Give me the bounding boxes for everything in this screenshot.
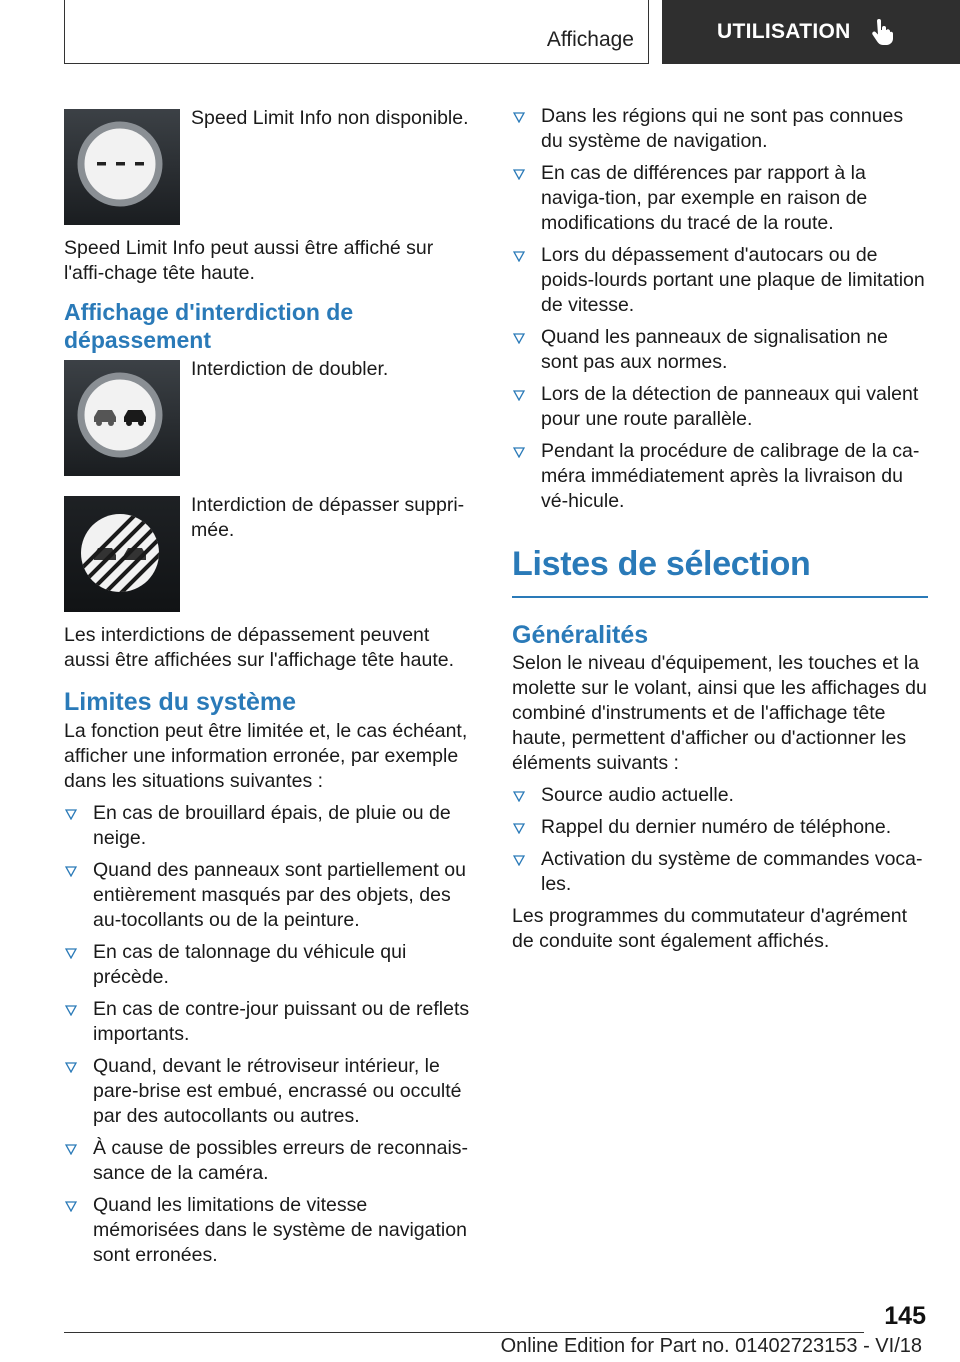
general-intro: Selon le niveau d'équipement, les touches et la molette sur le volant, ainsi que les affichages du combiné d'instruments et de l'affichage tête haute, permettent d'afficher ou d'actionner les éléments suivants : <box>512 651 927 774</box>
general-heading: Généralités <box>512 620 649 649</box>
list-item: Pendant la procédure de calibrage de la ca-méra immédiatement après la livraison du vé-hicule. <box>512 439 928 514</box>
right-column <box>512 100 928 954</box>
limits-list <box>64 801 478 1268</box>
sign-row-speed <box>64 100 478 216</box>
triangle-bullet-icon <box>513 169 525 180</box>
list-item: En cas de brouillard épais, de pluie ou de neige. <box>64 801 478 851</box>
triangle-bullet-icon <box>513 823 525 834</box>
list-item: Lors du dépassement d'autocars ou de poids-lourds portant une plaque de limitation de vitesse. <box>512 243 928 318</box>
general-outro: Les programmes du commutateur d'agrément de conduite sont également affichés. <box>512 904 907 952</box>
triangle-bullet-icon <box>513 112 525 123</box>
sign-end-no-overtake-caption: Interdiction de dépasser suppri-mée. <box>191 494 465 541</box>
limits-intro: La fonction peut être limitée et, le cas échéant, afficher une information erronée, par exemple dans les situations suivantes : <box>64 720 468 792</box>
triangle-bullet-icon <box>65 1062 77 1073</box>
overtake-hud-text: Les interdictions de dépassement peuvent aussi être affichées sur l'affichage tête haute. <box>64 624 454 671</box>
list-item: En cas de contre-jour puissant ou de reflets importants. <box>64 997 478 1047</box>
list-item: En cas de différences par rapport à la naviga-tion, par exemple en raison de modifications du tracé de la route. <box>512 161 928 236</box>
header-section-title: Affichage <box>546 28 634 51</box>
sign-speed-caption: Speed Limit Info non disponible. <box>191 107 469 129</box>
limits-heading: Limites du système <box>64 688 297 716</box>
general-list <box>512 783 928 897</box>
header-chapter-label: UTILISATION <box>717 20 851 43</box>
list-item: En cas de talonnage du véhicule qui précède. <box>64 940 478 990</box>
sign-no-overtake-caption: Interdiction de doubler. <box>191 358 389 380</box>
speed-limit-unavailable-icon <box>64 109 180 225</box>
list-item: Quand les limitations de vitesse mémorisées dans le système de navigation sont erronées. <box>64 1193 478 1268</box>
sign-row-no-overtake <box>64 351 478 467</box>
triangle-bullet-icon <box>65 1144 77 1155</box>
end-of-no-overtaking-icon <box>64 496 180 612</box>
list-item: Activation du système de commandes voca-les. <box>512 847 928 897</box>
list-item: Dans les régions qui ne sont pas connues du système de navigation. <box>512 104 928 154</box>
triangle-bullet-icon <box>513 251 525 262</box>
page-number: 145 <box>884 1302 926 1330</box>
triangle-bullet-icon <box>65 948 77 959</box>
edition-text: Online Edition for Part no. 01402723153 - VI/18 <box>500 1335 922 1357</box>
triangle-bullet-icon <box>513 855 525 866</box>
lists-heading: Listes de sélection <box>512 545 811 583</box>
overtake-heading: Affichage d'interdiction de dépassement <box>64 299 354 353</box>
speed-hud-text: Speed Limit Info peut aussi être affiché sur l'affi-chage tête haute. <box>64 237 434 284</box>
list-item: Quand les panneaux de signalisation ne sont pas aux normes. <box>512 325 928 375</box>
list-item: À cause de possibles erreurs de reconnais-sance de la caméra. <box>64 1136 478 1186</box>
list-item: Lors de la détection de panneaux qui valent pour une route parallèle. <box>512 382 928 432</box>
no-overtaking-icon <box>64 360 180 476</box>
list-item: Source audio actuelle. <box>512 783 928 808</box>
header-chapter-tab <box>662 0 960 64</box>
list-item: Rappel du dernier numéro de téléphone. <box>512 815 928 840</box>
triangle-bullet-icon <box>513 333 525 344</box>
triangle-bullet-icon <box>513 447 525 458</box>
footer-rule <box>64 1332 864 1333</box>
list-item: Quand des panneaux sont partiellement ou entièrement masqués par des objets, des au-tocollants ou de la peinture. <box>64 858 478 933</box>
sign-row-end-no-overtake <box>64 487 478 603</box>
triangle-bullet-icon <box>513 791 525 802</box>
pointing-hand-icon <box>871 19 893 45</box>
left-column <box>64 100 478 1275</box>
triangle-bullet-icon <box>65 1201 77 1212</box>
triangle-bullet-icon <box>65 809 77 820</box>
triangle-bullet-icon <box>513 390 525 401</box>
limits-list-continued <box>512 104 928 514</box>
heading-rule <box>512 596 928 598</box>
list-item: Quand, devant le rétroviseur intérieur, le pare-brise est embué, encrassé ou occulté par des autocollants ou autres. <box>64 1054 478 1129</box>
triangle-bullet-icon <box>65 1005 77 1016</box>
triangle-bullet-icon <box>65 866 77 877</box>
